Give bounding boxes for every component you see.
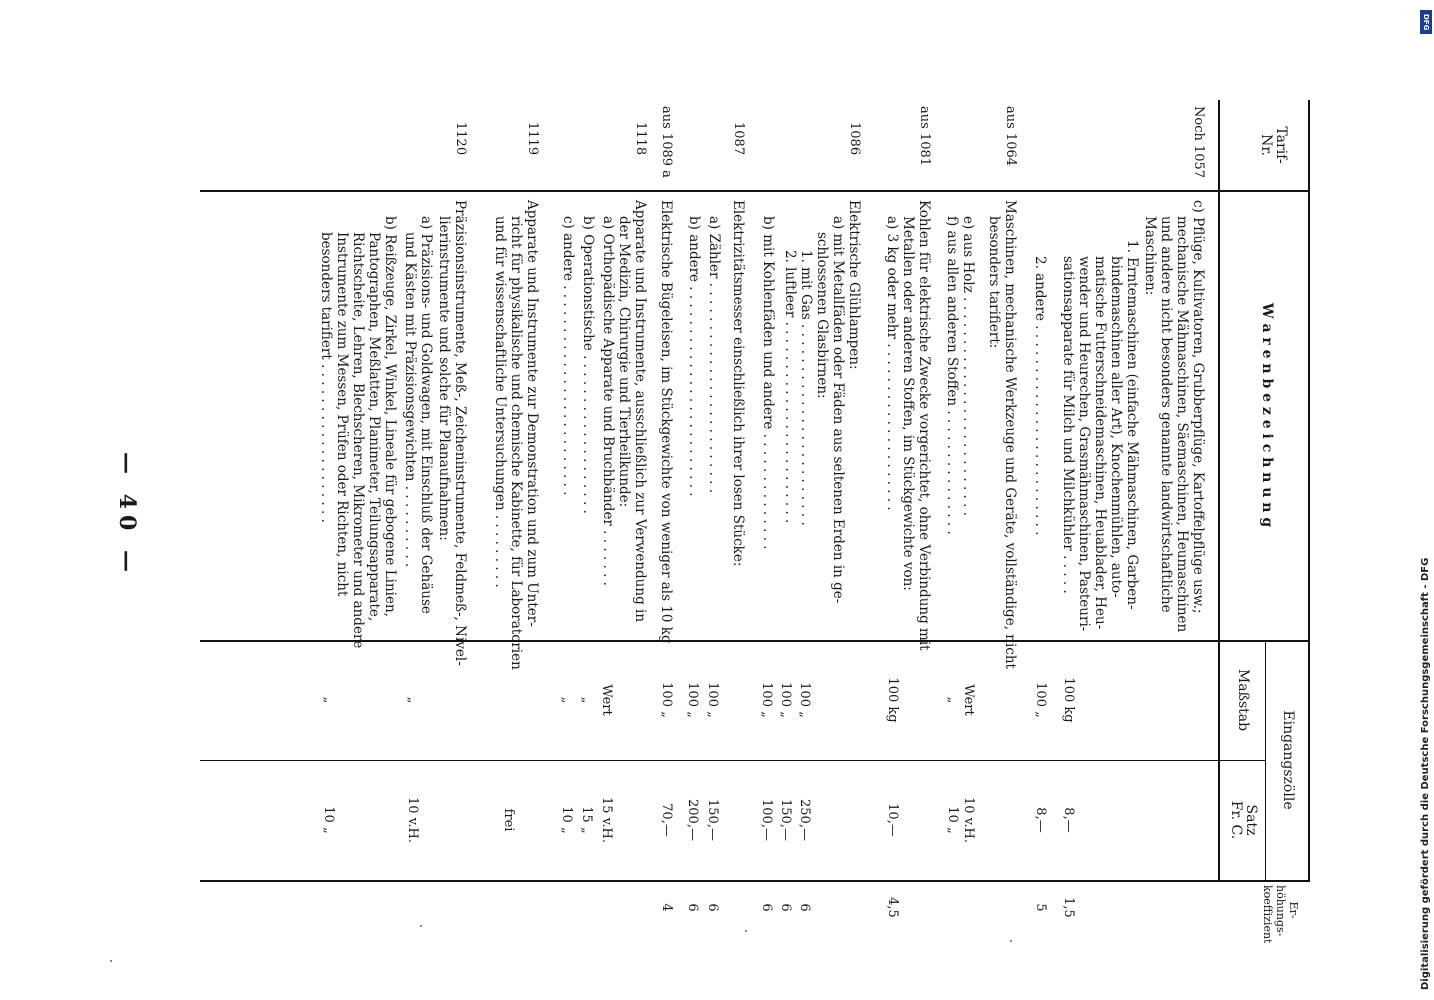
massstab: 100 „ 100 „ 100 „	[759, 682, 812, 718]
row-line: a) 3 kg oder mehr . . . . . . . . . . . . . . . . . . . .	[884, 216, 900, 511]
col-rule-4	[200, 760, 1265, 761]
satz: 10,—	[885, 803, 900, 837]
row-line: Elektrische Bügeleisen, im Stückgewichte von weniger als 10 kg	[658, 200, 674, 644]
tarif-nr: Noch 1057	[1191, 106, 1206, 179]
satz: 10 v.H. 10 „	[945, 796, 976, 844]
row-line: Pantographen, Meßlatten, Planimeter, Teilungsapparate,	[366, 232, 382, 622]
row-line: e) aus Holz . . . . . . . . . . . . . . . . . . . . . . . . . .	[960, 216, 976, 516]
table-top-rule	[1308, 100, 1310, 880]
rotated-tariff-table	[110, 100, 1310, 944]
koeff: 4,5	[885, 897, 900, 918]
header-eingangszoelle: Eingangszölle	[1280, 710, 1296, 810]
row-line: f) aus allen anderen Stoffen . . . . . . . . . . . . . . .	[944, 216, 960, 535]
row-line: c) Pflüge, Kultivatoren, Grubberpflüge, Kartoffelpflüge usw.;	[1190, 200, 1206, 614]
massstab: 100 „	[1033, 682, 1048, 718]
row-line: Kohlen für elektrische Zwecke vorgerichtet, ohne Verbindung mit	[916, 200, 932, 651]
row-line: Elektrizitätsmesser einschließlich ihrer losen Stücke:	[730, 200, 746, 567]
dfg-logo: DFG	[1420, 10, 1432, 34]
row-line: besonders tarifiert . . . . . . . . . . . . . . . . . . .	[318, 232, 334, 523]
row-line: mechanische Mähmaschinen, Säemaschinen, Heumaschinen	[1174, 216, 1190, 633]
row-line: schlossenen Glasbirnen:	[814, 232, 830, 399]
header-satz: Satz Fr. C.	[1228, 800, 1259, 840]
credit-text: Digitalisierung gefördert durch die Deutsche Forschungsgemeinschaft - DFG	[1420, 557, 1431, 990]
satz: 150,— 200,—	[685, 799, 720, 841]
massstab: 100 „	[659, 682, 674, 718]
row-line: b) andere . . . . . . . . . . . . . . . . . . . . . . . . .	[686, 216, 702, 497]
scan-speck	[1010, 940, 1012, 942]
koeff: 6 6 6	[759, 903, 812, 912]
tarif-nr: aus 1064	[1003, 106, 1018, 167]
row-line: b) Operationstische . . . . . . . . . . . . . . . . . . .	[580, 216, 596, 514]
header-tarif: Tarif- Nr.	[1258, 126, 1289, 164]
row-line: Elektrische Glühlampen:	[846, 200, 862, 370]
row-line: besonders tarifiert:	[986, 216, 1002, 349]
row-line: Metallen oder anderen Stoffen, im Stückgewichte von:	[900, 216, 916, 591]
scan-speck	[745, 930, 747, 932]
row-line: und für wissenschaftliche Untersuchungen . . . . . . . . .	[492, 216, 508, 588]
row-line: a) Präzisions- und Goldwagen, mit Einschluß der Gehäuse	[418, 216, 434, 614]
koeff: 6 6	[685, 903, 720, 912]
digitization-credit	[1420, 10, 1432, 990]
satz: 8,—	[1033, 807, 1048, 833]
massstab: Wert „ „	[559, 684, 614, 716]
row-line: der Medizin, Chirurgie und Tierheilkunde:	[616, 216, 632, 508]
massstab: „ „	[321, 696, 420, 704]
massstab: 100 „ 100 „	[685, 682, 720, 718]
col-rule-5	[1265, 640, 1266, 880]
row-line: sationsapparate für Milch und Milchkühler . . . . .	[1060, 256, 1076, 594]
tarif-nr: aus 1089 a	[659, 106, 674, 178]
tarif-nr: 1119	[525, 122, 540, 156]
satz: 70,—	[659, 803, 674, 837]
koeff: 1,5	[1061, 897, 1076, 918]
header-massstab: Maßstab	[1235, 668, 1251, 732]
tarif-nr: 1120	[453, 122, 468, 156]
row-line: Maschinen:	[1142, 216, 1158, 296]
row-line: b) Reißzeuge, Zirkel, Winkel, Lineale für gebogene Linien,	[382, 216, 398, 617]
row-line: Apparate und Instrumente, ausschließlich zur Verwendung in	[632, 200, 648, 623]
satz: 8,—	[1061, 807, 1076, 833]
tarif-nr: 1087	[731, 122, 746, 156]
row-line: a) Zähler . . . . . . . . . . . . . . . . . . . . . . . . .	[706, 216, 722, 494]
massstab: 100 kg	[1061, 677, 1076, 723]
row-line: Apparate und Instrumente zur Demonstration und zum Unter-	[524, 200, 540, 627]
col-rule-2	[200, 640, 1310, 642]
header-warenbezeichnung: W a r e n b e z e i c h n u n g	[1259, 302, 1275, 528]
row-line: b) mit Kohlenfäden und andere . . . . . . . . . . . . . .	[760, 216, 776, 550]
row-line: 2. andere . . . . . . . . . . . . . . . . . . . . . . . . .	[1032, 256, 1048, 536]
header-erhoehung: Er- höhungs- koeffizient	[1261, 885, 1300, 944]
tarif-nr: aus 1081	[917, 106, 932, 167]
row-line: Instrumente zum Messen, Prüfen oder Richten, nicht	[334, 232, 350, 597]
koeff: 5	[1033, 903, 1048, 912]
massstab: Wert „	[945, 684, 976, 716]
row-line: a) Orthopädische Apparate und Bruchbänder . . . . . . .	[600, 216, 616, 586]
row-line: c) andere . . . . . . . . . . . . . . . . . . . . . . . . .	[560, 216, 576, 496]
satz: 10 v.H. 10 „	[321, 796, 420, 844]
scan-speck	[110, 960, 112, 962]
scan-speck	[420, 925, 422, 927]
tarif-nr: 1118	[633, 122, 648, 156]
header-bottom-rule	[1218, 100, 1220, 880]
satz: frei	[501, 808, 516, 832]
row-line: und Kästen mit Präzisionsgewichten . . . . . . . . . .	[402, 232, 418, 568]
row-line: matische Futterschneidemaschinen, Heuablader, Heu-	[1092, 256, 1108, 630]
row-line: 2. luftleer . . . . . . . . . . . . . . . . . . . . . . . .	[782, 250, 798, 524]
satz: 250,— 150,— 100,—	[759, 799, 812, 841]
row-line: richt für physikalische und chemische Kabinette, für Laboratorien	[508, 216, 524, 670]
col-rule-1	[200, 190, 1310, 192]
koeff: 4	[659, 903, 674, 912]
row-line: Richtscheite, Lehren, Blechscheren, Mikrometer und andere	[350, 232, 366, 649]
row-line: 1. mit Gas . . . . . . . . . . . . . . . . . . . . . . . .	[798, 250, 814, 526]
row-line: 1. Erntemaschinen (einfache Mähmaschinen, Garben-	[1124, 240, 1140, 610]
satz: 15 v.H. 15 „ 10 „	[559, 796, 614, 844]
row-line: und andere nicht besonders genannte landwirtschaftliche	[1158, 216, 1174, 613]
row-line: bindemaschinen aller Art), Knochenmühlen, auto-	[1108, 256, 1124, 598]
tarif-nr: 1086	[847, 122, 862, 156]
row-line: a) mit Metallfäden oder Fäden aus seltenen Erden in ge-	[830, 216, 846, 604]
row-line: wender und Heurechen, Grasmähmaschinen, Pasteuri-	[1076, 256, 1092, 632]
row-line: Maschinen, mechanische Werkzeuge und Geräte, vollständige, nicht	[1002, 200, 1018, 669]
row-line: lierinstrumente und solche für Planaufnahmen:	[436, 216, 452, 541]
massstab: 100 kg	[885, 677, 900, 723]
page-number: — 40 —	[114, 452, 140, 578]
row-line: Präzisionsinstrumente, Meß-, Zeicheninstrumente, Feldmeß-, Nivel-	[452, 200, 468, 666]
col-rule-3	[200, 880, 1310, 882]
